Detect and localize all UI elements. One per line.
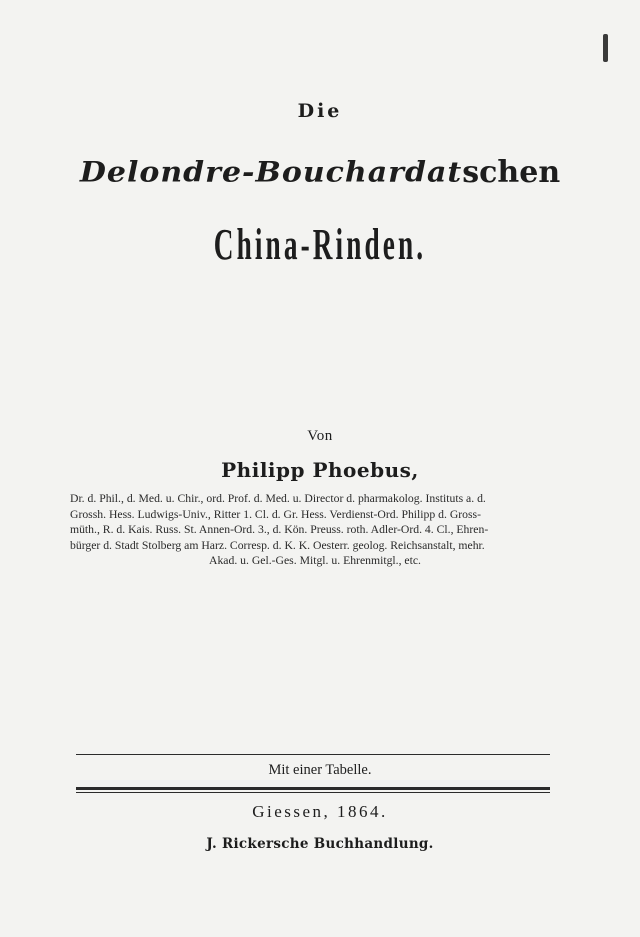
title-names-suffix: schen [462,155,561,190]
credentials-line: Grossh. Hess. Ludwigs-Univ., Ritter 1. Cl. d. Gr. Hess. Verdienst-Ord. Philipp d. Gross- [70,507,481,521]
credentials-line: Dr. d. Phil., d. Med. u. Chir., ord. Prof. d. Med. u. Director d. pharmakolog. Instituts a. d. [70,492,486,505]
divider-rule-top [76,754,550,755]
title-names-fancy: Delondre-Bouchardat [79,156,463,189]
credentials-line: Akad. u. Gel.-Ges. Mitgl. u. Ehrenmitgl., etc. [209,554,421,567]
title-line-china-rinden: China-Rinden. [213,220,427,269]
imprint-publisher: J. Rickersche Buchhandlung. [206,836,434,852]
credentials-line: bürger d. Stadt Stolberg am Harz. Corresp. d. K. K. Oesterr. geolog. Reichsanstalt, mehr. [70,538,485,552]
title-line-die: Die [297,100,343,122]
author-name: Philipp Phoebus, [221,458,419,482]
imprint-place-year: Giessen, 1864. [252,802,388,821]
table-note: Mit einer Tabelle. [268,762,372,778]
divider-rule-bottom-thin [76,792,550,793]
divider-rule-bottom-thick [76,787,550,790]
author-prefix: Von [307,428,333,444]
author-credentials [70,491,560,569]
title-line-names [0,153,640,193]
page-edge-mark [603,34,608,62]
credentials-line: müth., R. d. Kais. Russ. St. Annen-Ord. 3., d. Kön. Preuss. roth. Adler-Ord. 4. Cl., Ehren- [70,523,489,536]
